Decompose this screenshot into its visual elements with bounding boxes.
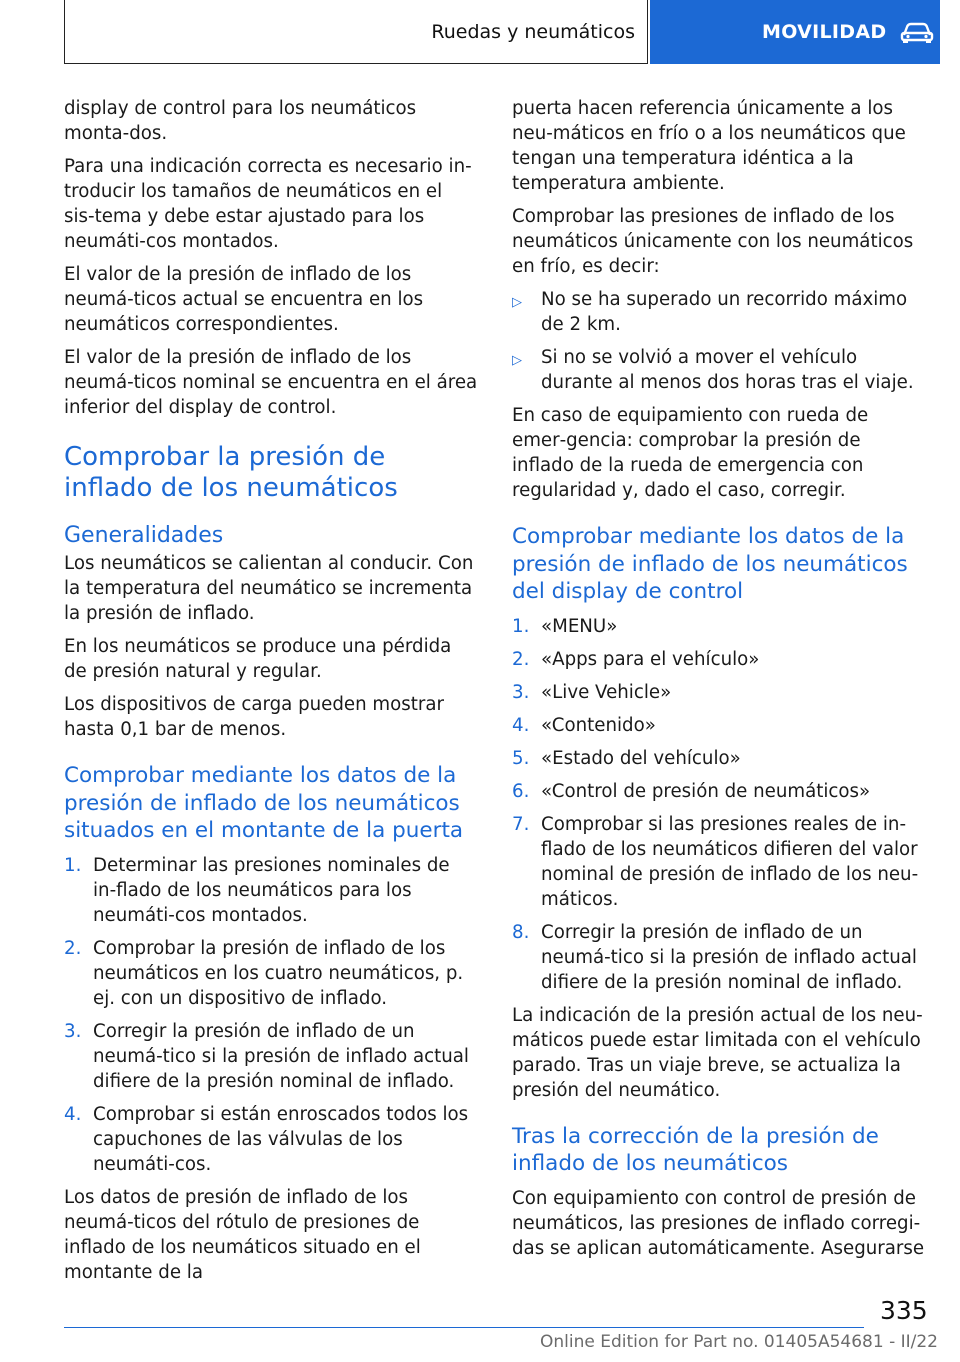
procedure-heading: Comprobar mediante los datos de la presión de inflado de los neumáticos situados en el montante de la puerta [64, 763, 464, 843]
chapter-tab [650, 0, 940, 64]
paragraph: Comprobar las presiones de inflado de los neumáticos únicamente con los neumáticos en frío, es decir: [512, 206, 914, 277]
right-column [512, 96, 928, 1269]
edition-footer: Online Edition for Part no. 01405A54681 - II/22 [539, 1332, 938, 1352]
paragraph: Para una indicación correcta es necesario in‐troducir los tamaños de neumáticos en el sis‐tema y debe estar ajustado para los neumáti‐cos montados. [64, 156, 472, 252]
section-header [64, 0, 648, 64]
chapter-title: MOVILIDAD [762, 21, 887, 43]
bullet-list [512, 287, 928, 395]
list-item [512, 746, 928, 771]
list-item [64, 1102, 478, 1177]
list-item [512, 647, 928, 672]
list-item [64, 853, 478, 928]
step-number: 1. [512, 615, 530, 637]
list-item [512, 920, 928, 995]
paragraph: Los neumáticos se calientan al conducir. Con la temperatura del neumático se incrementa la presión de inflado. [64, 553, 474, 624]
step-number: 4. [512, 714, 530, 736]
paragraph: Con equipamiento con control de presión de neumáticos, las presiones de inflado corregi‐das se aplican automáticamente. Asegurarse [512, 1187, 925, 1259]
step-text: «Apps para el vehículo» [541, 648, 760, 670]
triangle-bullet-icon: ▷ [512, 295, 522, 310]
step-text: Determinar las presiones nominales de in‐flado de los neumáticos para los neumáti‐cos montados. [93, 854, 450, 926]
paragraph: En los neumáticos se produce una pérdida de presión natural y regular. [64, 636, 452, 682]
step-text: «Contenido» [541, 714, 656, 736]
step-number: 2. [512, 648, 530, 670]
list-item [512, 713, 928, 738]
step-text: Corregir la presión de inflado de un neumá‐tico si la presión de inflado actual difiere de la presión nominal de inflado. [93, 1020, 469, 1092]
step-number: 3. [64, 1020, 82, 1042]
bullet-text: No se ha superado un recorrido máximo de 2 km. [541, 289, 908, 335]
list-item [512, 614, 928, 639]
step-list [512, 614, 928, 995]
procedure-heading: Comprobar mediante los datos de la presión de inflado de los neumáticos del display de control [512, 524, 908, 604]
paragraph: puerta hacen referencia únicamente a los neu‐máticos en frío o a los neumáticos que tengan una temperatura idéntica a la temperatura ambiente. [512, 98, 906, 194]
procedure-heading: Tras la corrección de la presión de inflado de los neumáticos [512, 1123, 879, 1176]
list-item [64, 936, 478, 1011]
step-text: Comprobar si están enroscados todos los capuchones de las válvulas de los neumáti‐cos. [93, 1103, 469, 1175]
paragraph: Los dispositivos de carga pueden mostrar hasta 0,1 bar de menos. [64, 694, 444, 740]
footer-divider [64, 1327, 864, 1328]
step-number: 5. [512, 747, 530, 769]
car-icon [900, 21, 934, 43]
section-title: Ruedas y neumáticos [431, 20, 635, 43]
step-text: «Live Vehicle» [541, 681, 672, 703]
paragraph: En caso de equipamiento con rueda de emer‐gencia: comprobar la presión de inflado de la rueda de emergencia con regularidad y, dado el caso, corregir. [512, 405, 869, 501]
paragraph: El valor de la presión de inflado de los neumá‐ticos actual se encuentra en los neumáticos correspondientes. [64, 264, 424, 335]
list-item [512, 345, 928, 395]
step-number: 1. [64, 854, 82, 876]
section-heading: Comprobar la presión de inflado de los neumáticos [64, 442, 398, 503]
paragraph: La indicación de la presión actual de los neu‐máticos puede estar limitada con el vehículo parado. Tras un viaje breve, se actualiza la presión del neumático. [512, 1004, 923, 1101]
triangle-bullet-icon: ▷ [512, 353, 522, 368]
page-number: 335 [880, 1296, 928, 1325]
subsection-heading: Generalidades [64, 523, 224, 548]
step-text: Comprobar la presión de inflado de los neumáticos en los cuatro neumáticos, p. ej. con un dispositivo de inflado. [93, 937, 464, 1009]
list-item [512, 779, 928, 804]
list-item [512, 287, 928, 337]
left-column [64, 96, 478, 1293]
paragraph: display de control para los neumáticos monta‐dos. [64, 98, 417, 144]
step-number: 3. [512, 681, 530, 703]
list-item [64, 1019, 478, 1094]
step-text: Corregir la presión de inflado de un neumá‐tico si la presión de inflado actual difiere de la presión nominal de inflado. [541, 921, 917, 993]
step-number: 4. [64, 1103, 82, 1125]
step-number: 7. [512, 813, 530, 835]
step-number: 6. [512, 780, 530, 802]
step-number: 2. [64, 937, 82, 959]
step-text: «MENU» [541, 615, 618, 637]
step-text: Comprobar si las presiones reales de in‐flado de los neumáticos difieren del valor nominal de presión de inflado de los neu‐máticos. [541, 813, 919, 910]
step-text: «Estado del vehículo» [541, 747, 741, 769]
list-item [512, 680, 928, 705]
paragraph: El valor de la presión de inflado de los neumá‐ticos nominal se encuentra en el área inferior del display de control. [64, 347, 478, 418]
step-text: «Control de presión de neumáticos» [541, 780, 871, 802]
list-item [512, 812, 928, 912]
bullet-text: Si no se volvió a mover el vehículo durante al menos dos horas tras el viaje. [541, 347, 914, 393]
paragraph: Los datos de presión de inflado de los neumá‐ticos del rótulo de presiones de inflado de los neumáticos situado en el montante de la [64, 1186, 421, 1283]
step-list [64, 853, 478, 1177]
step-number: 8. [512, 921, 530, 943]
